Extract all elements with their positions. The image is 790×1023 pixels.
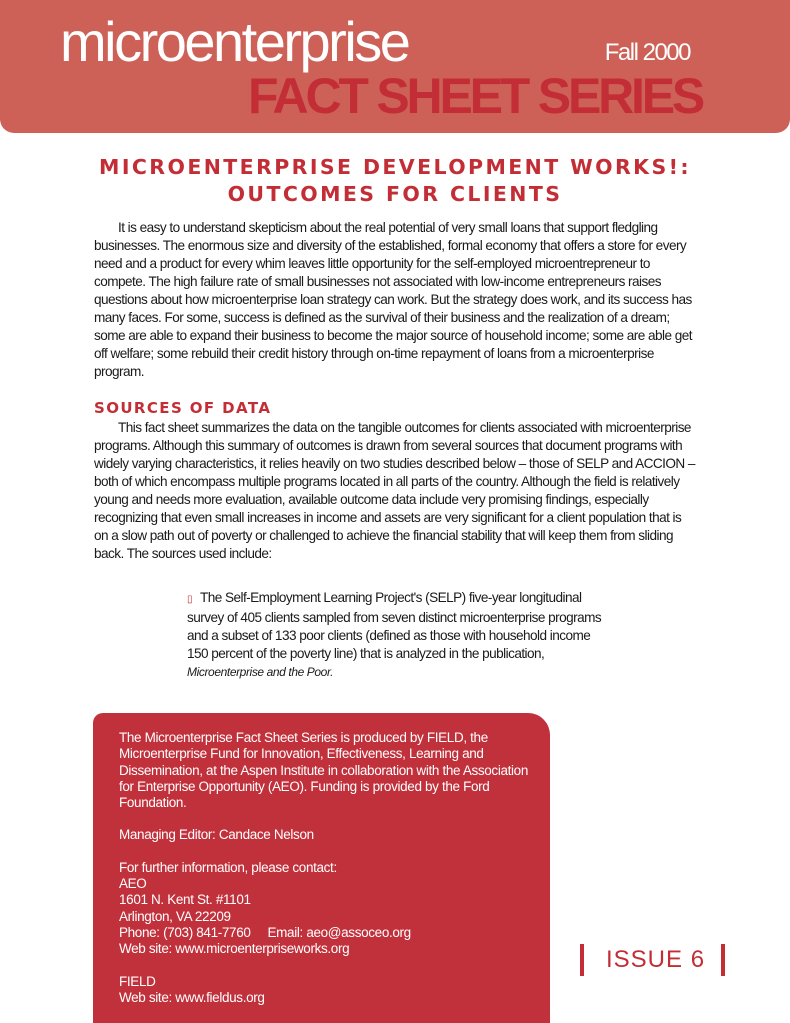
info-box-content [119, 730, 539, 1006]
article-title [40, 154, 750, 208]
aeo-web: Web site: www.microenterpriseworks.org [119, 941, 350, 957]
sources-heading: SOURCES OF DATA [94, 399, 272, 417]
article-title-line1: MICROENTERPRISE DEVELOPMENT WORKS!: [99, 155, 691, 179]
masthead-brand: microenterprise [60, 10, 409, 73]
field-name: FIELD [119, 973, 156, 989]
publication-title: Microenterprise and the Poor. [187, 665, 334, 679]
info-box [93, 713, 550, 1023]
aeo-name: AEO [119, 876, 147, 892]
bullet-text: The Self-Employment Learning Project's (SELP) five-year longitudinal survey of 405 clients sampled from seven distinct microenterprise programs and a subset of 133 poor clients (defined as those with household income 150 percent of the poverty line) that is analyzed in the publication, [187, 590, 602, 661]
editor-text: Managing Editor: Candace Nelson [119, 827, 314, 843]
issue-date: Fall 2000 [604, 39, 690, 66]
article-title-line2: OUTCOMES FOR CLIENTS [227, 182, 563, 206]
aeo-phone-email: Phone: (703) 841-7760 Email: aeo@assoceo.org [119, 924, 411, 940]
aeo-city: Arlington, VA 22209 [119, 908, 231, 924]
issue-right-bar [721, 944, 725, 976]
bullet-square-icon: ▯ [187, 594, 192, 605]
aeo-street: 1601 N. Kent St. #1101 [119, 892, 251, 908]
intro-paragraph: It is easy to understand skepticism about the real potential of very small loans that support fledgling businesses. The enormous size and diversity of the established, formal economy that offers a store for every need and a product for every whim leaves little opportunity for the self-employed microentrepreneur to compete. The high failure rate of small businesses not associated with low-income entrepreneurs raises questions about how microenterprise loan strategy can work. But the strategy does work, and its success has many faces. For some, success is defined as the survival of their business and the realization of a dream; some are able to expand their business to become the major source of household income; some are able get off welfare; some rebuild their credit history through on-time repayment of loans from a microenterprise program. [94, 220, 692, 379]
field-web: Web site: www.fieldus.org [119, 989, 265, 1005]
series-title: FACT SHEET SERIES [247, 68, 702, 124]
about-text: The Microenterprise Fact Sheet Series is produced by FIELD, the Microenterprise Fund for Innovation, Effectiveness, Learning and Dissemination, at the Aspen Institute in collaboration with the Association for Enterprise Opportunity (AEO). Funding is provided by the Ford Foundation. [119, 730, 529, 811]
contact-intro: For further information, please contact: [119, 859, 337, 875]
sources-paragraph: This fact sheet summarizes the data on the tangible outcomes for clients associated with microenterprise programs. Although this summary of outcomes is drawn from several sources that document programs with widely varying characteristics, it relies heavily on two studies described below – those of SELP and ACCION – both of which encompass multiple programs located in all parts of the country. Although the field is relatively young and needs more evaluation, available outcome data include very promising findings, especially recognizing that even small increases in income and assets are very significant for a client population that is on a slow path out of poverty or challenged to achieve the financial stability that will keep them from sliding back. The sources used include: [94, 420, 695, 561]
bullet-item [187, 589, 607, 681]
issue-number: ISSUE 6 [606, 946, 706, 973]
masthead [0, 0, 790, 133]
issue-badge [580, 944, 725, 976]
